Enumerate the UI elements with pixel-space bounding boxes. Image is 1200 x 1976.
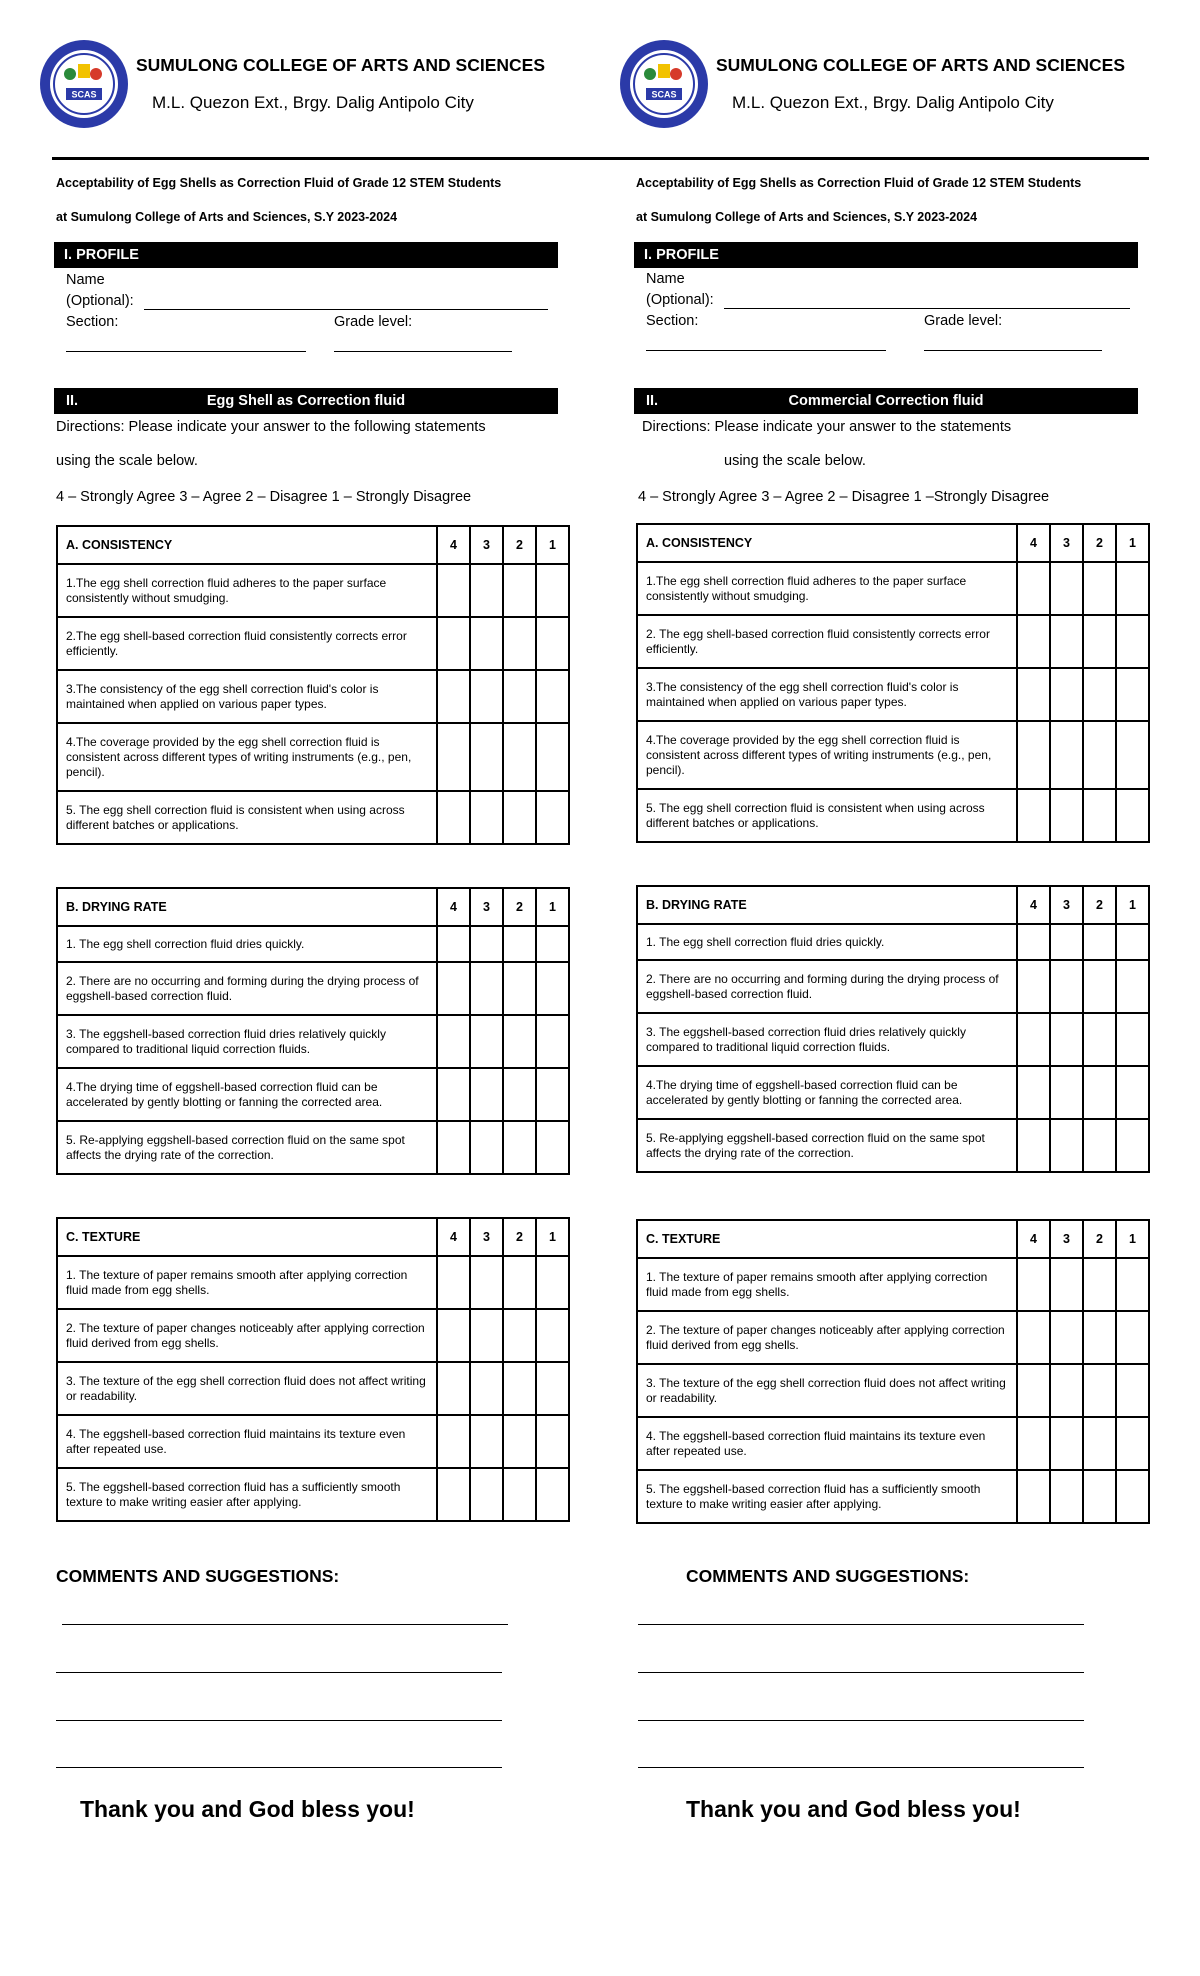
statement: 1. The egg shell correction fluid dries quickly. (57, 926, 437, 962)
rating-cell-1[interactable] (536, 564, 569, 617)
statement: 5. The eggshell-based correction fluid has a sufficiently smooth texture to make writing easier after applying. (637, 1470, 1017, 1523)
rating-cell-1[interactable] (1116, 1258, 1149, 1311)
scale-header-1: 1 (1116, 886, 1149, 924)
school-header (52, 0, 582, 130)
rating-scale: 4 – Strongly Agree 3 – Agree 2 – Disagree 1 – Strongly Disagree (56, 489, 472, 505)
grade-level-field[interactable] (334, 351, 512, 352)
name-field[interactable] (724, 308, 1130, 309)
table-row (637, 615, 1149, 668)
rating-cell-2[interactable] (503, 791, 536, 844)
rating-cell-2[interactable] (503, 1256, 536, 1309)
section-heading (634, 388, 1138, 414)
rating-cell-1[interactable] (536, 1362, 569, 1415)
comment-line[interactable] (638, 1672, 1084, 1673)
section-title: Commercial Correction fluid (788, 393, 984, 409)
table-row (57, 1256, 569, 1309)
rating-cell-4[interactable] (437, 670, 470, 723)
rating-cell-4[interactable] (437, 1362, 470, 1415)
rating-scale: 4 – Strongly Agree 3 – Agree 2 – Disagree 1 –Strongly Disagree (638, 489, 1050, 505)
statement: 4. The eggshell-based correction fluid maintains its texture even after repeated use. (637, 1417, 1017, 1470)
closing-message: Thank you and God bless you! (686, 1796, 1021, 1822)
scale-header-1: 1 (536, 1218, 569, 1256)
table-row (637, 1470, 1149, 1523)
scale-header-3: 3 (1050, 524, 1083, 562)
rating-cell-3[interactable] (470, 1415, 503, 1468)
scale-header-4: 4 (1017, 524, 1050, 562)
school-address: M.L. Quezon Ext., Brgy. Dalig Antipolo City (152, 93, 474, 112)
rating-cell-1[interactable] (536, 1468, 569, 1521)
profile-heading: I. PROFILE (634, 242, 1138, 268)
section-number: II. (66, 393, 79, 409)
rating-cell-1[interactable] (1116, 1417, 1149, 1470)
table-row (637, 924, 1149, 960)
table-row (57, 1362, 569, 1415)
rating-cell-3[interactable] (1050, 960, 1083, 1013)
school-seal-logo (38, 38, 130, 130)
rating-cell-3[interactable] (1050, 789, 1083, 842)
rating-cell-2[interactable] (503, 1015, 536, 1068)
rating-cell-4[interactable] (1017, 1258, 1050, 1311)
section-label: Section: (646, 313, 699, 329)
school-name: SUMULONG COLLEGE OF ARTS AND SCIENCES (716, 55, 1125, 75)
rating-cell-3[interactable] (1050, 562, 1083, 615)
rating-cell-1[interactable] (536, 670, 569, 723)
rating-cell-1[interactable] (536, 723, 569, 791)
rating-cell-2[interactable] (503, 926, 536, 962)
rating-cell-4[interactable] (1017, 789, 1050, 842)
rating-cell-1[interactable] (536, 1309, 569, 1362)
comments-label: COMMENTS AND SUGGESTIONS: (686, 1566, 970, 1586)
rating-cell-1[interactable] (1116, 1364, 1149, 1417)
table-row (637, 789, 1149, 842)
rating-cell-2[interactable] (503, 723, 536, 791)
school-name: SUMULONG COLLEGE OF ARTS AND SCIENCES (136, 55, 545, 75)
table-row (57, 564, 569, 617)
rating-cell-1[interactable] (536, 1068, 569, 1121)
rating-cell-3[interactable] (470, 617, 503, 670)
rating-cell-2[interactable] (1083, 789, 1116, 842)
rating-cell-3[interactable] (470, 962, 503, 1015)
scale-header-4: 4 (437, 526, 470, 564)
scale-header-2: 2 (503, 888, 536, 926)
directions-line2: using the scale below. (724, 453, 866, 469)
section-number: II. (646, 393, 659, 409)
directions-line1: Directions: Please indicate your answer to the statements (642, 419, 1012, 435)
table-row (57, 926, 569, 962)
rating-cell-1[interactable] (1116, 668, 1149, 721)
statement: 2. The texture of paper changes noticeably after applying correction fluid derived from egg shells. (637, 1311, 1017, 1364)
header-divider (52, 157, 1149, 160)
rating-cell-4[interactable] (437, 617, 470, 670)
section-field[interactable] (66, 351, 306, 352)
rating-cell-3[interactable] (1050, 1311, 1083, 1364)
statement: 1.The egg shell correction fluid adheres to the paper surface consistently without smudging. (57, 564, 437, 617)
rating-cell-1[interactable] (1116, 1119, 1149, 1172)
rating-cell-2[interactable] (503, 1415, 536, 1468)
table-row (637, 721, 1149, 789)
scale-header-3: 3 (1050, 886, 1083, 924)
rating-cell-3[interactable] (470, 791, 503, 844)
rating-cell-4[interactable] (1017, 1364, 1050, 1417)
school-header (632, 0, 1162, 130)
table-row (637, 668, 1149, 721)
table-row (637, 1013, 1149, 1066)
rating-cell-4[interactable] (437, 791, 470, 844)
rating-cell-1[interactable] (1116, 721, 1149, 789)
table-title: B. DRYING RATE (57, 888, 437, 926)
grade-level-label: Grade level: (924, 313, 1003, 329)
table-row (57, 1415, 569, 1468)
comment-line[interactable] (638, 1720, 1084, 1721)
comments-label: COMMENTS AND SUGGESTIONS: (56, 1566, 340, 1586)
statement: 4.The drying time of eggshell-based correction fluid can be accelerated by gently blotting or fanning the corrected area. (57, 1068, 437, 1121)
rating-cell-3[interactable] (1050, 1364, 1083, 1417)
rating-cell-2[interactable] (1083, 1013, 1116, 1066)
table-row (637, 1311, 1149, 1364)
rating-cell-3[interactable] (470, 1309, 503, 1362)
table-row (637, 960, 1149, 1013)
scale-header-4: 4 (437, 888, 470, 926)
rating-cell-3[interactable] (470, 926, 503, 962)
comment-line[interactable] (56, 1767, 502, 1768)
table-row (57, 1468, 569, 1521)
directions-line1: Directions: Please indicate your answer to the following statements (56, 419, 486, 435)
table-row (57, 962, 569, 1015)
statement: 3. The eggshell-based correction fluid dries relatively quickly compared to traditional liquid correction fluids. (57, 1015, 437, 1068)
statement: 1.The egg shell correction fluid adheres to the paper surface consistently without smudging. (637, 562, 1017, 615)
rating-cell-2[interactable] (1083, 924, 1116, 960)
rating-cell-1[interactable] (536, 617, 569, 670)
statement: 4.The drying time of eggshell-based correction fluid can be accelerated by gently blotting or fanning the corrected area. (637, 1066, 1017, 1119)
table-row (637, 1417, 1149, 1470)
rating-cell-2[interactable] (503, 670, 536, 723)
section-field[interactable] (646, 350, 886, 351)
rating-cell-2[interactable] (1083, 1119, 1116, 1172)
rating-cell-4[interactable] (1017, 562, 1050, 615)
comment-line[interactable] (56, 1672, 502, 1673)
rating-cell-1[interactable] (536, 962, 569, 1015)
scale-header-3: 3 (470, 526, 503, 564)
comment-line[interactable] (62, 1624, 508, 1625)
rating-cell-4[interactable] (437, 1015, 470, 1068)
name-label: Name (66, 272, 105, 288)
study-title-line2: at Sumulong College of Arts and Sciences, S.Y 2023-2024 (636, 210, 978, 224)
rating-cell-3[interactable] (1050, 1417, 1083, 1470)
statement: 3.The consistency of the egg shell correction fluid's color is maintained when applied on various paper types. (637, 668, 1017, 721)
table-row (57, 1309, 569, 1362)
statement: 3.The consistency of the egg shell correction fluid's color is maintained when applied on various paper types. (57, 670, 437, 723)
rating-cell-4[interactable] (1017, 1119, 1050, 1172)
scale-header-2: 2 (1083, 1220, 1116, 1258)
statement: 2. The texture of paper changes noticeably after applying correction fluid derived from egg shells. (57, 1309, 437, 1362)
rating-cell-2[interactable] (1083, 668, 1116, 721)
rating-cell-1[interactable] (536, 1121, 569, 1174)
rating-cell-3[interactable] (1050, 1119, 1083, 1172)
rating-cell-3[interactable] (470, 1468, 503, 1521)
rating-cell-1[interactable] (1116, 1066, 1149, 1119)
scale-header-3: 3 (1050, 1220, 1083, 1258)
rating-cell-2[interactable] (503, 1362, 536, 1415)
rating-cell-1[interactable] (536, 791, 569, 844)
statement: 5. Re-applying eggshell-based correction fluid on the same spot affects the drying rate of the correction. (57, 1121, 437, 1174)
table-title: A. CONSISTENCY (637, 524, 1017, 562)
survey-form-right (632, 0, 1162, 1822)
rating-cell-3[interactable] (470, 1015, 503, 1068)
name-label: Name (646, 271, 685, 287)
rating-cell-1[interactable] (536, 1256, 569, 1309)
rating-cell-1[interactable] (1116, 789, 1149, 842)
statement: 4.The coverage provided by the egg shell correction fluid is consistent across different types of writing instruments (e.g., pen, pencil). (57, 723, 437, 791)
rating-cell-3[interactable] (1050, 1066, 1083, 1119)
statement: 5. The eggshell-based correction fluid has a sufficiently smooth texture to make writing easier after applying. (57, 1468, 437, 1521)
rating-cell-4[interactable] (1017, 668, 1050, 721)
rating-cell-4[interactable] (437, 1309, 470, 1362)
scale-header-1: 1 (536, 526, 569, 564)
statement: 1. The egg shell correction fluid dries quickly. (637, 924, 1017, 960)
rating-cell-3[interactable] (470, 1256, 503, 1309)
rating-cell-3[interactable] (1050, 721, 1083, 789)
statement: 5. The egg shell correction fluid is consistent when using across different batches or applications. (57, 791, 437, 844)
rating-cell-4[interactable] (1017, 721, 1050, 789)
rating-cell-1[interactable] (1116, 1470, 1149, 1523)
rating-cell-4[interactable] (1017, 1013, 1050, 1066)
rating-cell-4[interactable] (437, 1068, 470, 1121)
drying-rate-table (56, 887, 570, 1175)
rating-cell-4[interactable] (1017, 615, 1050, 668)
logo-text: SCAS (651, 89, 677, 100)
rating-cell-2[interactable] (503, 1309, 536, 1362)
statement: 2.The egg shell-based correction fluid consistently corrects error efficiently. (57, 617, 437, 670)
statement: 5. The egg shell correction fluid is consistent when using across different batches or applications. (637, 789, 1017, 842)
comment-line[interactable] (638, 1624, 1084, 1625)
scale-header-2: 2 (1083, 886, 1116, 924)
rating-cell-1[interactable] (1116, 562, 1149, 615)
texture-table (636, 1219, 1150, 1524)
rating-cell-1[interactable] (536, 926, 569, 962)
rating-cell-2[interactable] (1083, 1364, 1116, 1417)
rating-cell-4[interactable] (1017, 960, 1050, 1013)
grade-level-label: Grade level: (334, 314, 413, 330)
rating-cell-2[interactable] (1083, 1258, 1116, 1311)
rating-cell-4[interactable] (1017, 1417, 1050, 1470)
statement: 5. Re-applying eggshell-based correction fluid on the same spot affects the drying rate of the correction. (637, 1119, 1017, 1172)
rating-cell-3[interactable] (470, 1121, 503, 1174)
rating-cell-2[interactable] (1083, 960, 1116, 1013)
statement: 3. The texture of the egg shell correction fluid does not affect writing or readability. (57, 1362, 437, 1415)
table-row (637, 1364, 1149, 1417)
comment-line[interactable] (56, 1720, 502, 1721)
rating-cell-2[interactable] (1083, 1417, 1116, 1470)
scale-header-1: 1 (1116, 524, 1149, 562)
table-title: C. TEXTURE (57, 1218, 437, 1256)
table-title: A. CONSISTENCY (57, 526, 437, 564)
rating-cell-2[interactable] (1083, 1470, 1116, 1523)
table-row (57, 617, 569, 670)
rating-cell-4[interactable] (1017, 1066, 1050, 1119)
scale-header-2: 2 (1083, 524, 1116, 562)
study-title-line2: at Sumulong College of Arts and Sciences, S.Y 2023-2024 (56, 210, 398, 224)
study-title-line1: Acceptability of Egg Shells as Correction Fluid of Grade 12 STEM Students (56, 176, 502, 190)
rating-cell-3[interactable] (470, 1068, 503, 1121)
rating-cell-3[interactable] (1050, 615, 1083, 668)
statement: 3. The eggshell-based correction fluid dries relatively quickly compared to traditional liquid correction fluids. (637, 1013, 1017, 1066)
table-row (57, 1068, 569, 1121)
name-field[interactable] (144, 309, 548, 310)
rating-cell-4[interactable] (437, 962, 470, 1015)
optional-label: (Optional): (66, 293, 134, 309)
rating-cell-3[interactable] (1050, 1470, 1083, 1523)
rating-cell-2[interactable] (503, 962, 536, 1015)
rating-cell-2[interactable] (1083, 1066, 1116, 1119)
section-label: Section: (66, 314, 119, 330)
table-row (57, 670, 569, 723)
rating-cell-1[interactable] (1116, 924, 1149, 960)
rating-cell-4[interactable] (437, 723, 470, 791)
rating-cell-2[interactable] (503, 1068, 536, 1121)
rating-cell-4[interactable] (437, 1468, 470, 1521)
table-row (637, 1119, 1149, 1172)
rating-cell-1[interactable] (1116, 1013, 1149, 1066)
table-row (57, 723, 569, 791)
rating-cell-1[interactable] (1116, 615, 1149, 668)
table-title: C. TEXTURE (637, 1220, 1017, 1258)
statement: 4. The eggshell-based correction fluid maintains its texture even after repeated use. (57, 1415, 437, 1468)
drying-rate-table (636, 885, 1150, 1173)
grade-level-field[interactable] (924, 350, 1102, 351)
logo-text: SCAS (71, 89, 97, 100)
texture-table (56, 1217, 570, 1522)
rating-cell-3[interactable] (470, 564, 503, 617)
rating-cell-3[interactable] (1050, 1258, 1083, 1311)
rating-cell-3[interactable] (470, 723, 503, 791)
section-heading (54, 388, 558, 414)
rating-cell-2[interactable] (1083, 562, 1116, 615)
profile-heading: I. PROFILE (54, 242, 558, 268)
statement: 1. The texture of paper remains smooth after applying correction fluid made from egg shells. (637, 1258, 1017, 1311)
table-row (57, 1121, 569, 1174)
rating-cell-4[interactable] (1017, 924, 1050, 960)
rating-cell-4[interactable] (437, 564, 470, 617)
optional-label: (Optional): (646, 292, 714, 308)
table-title: B. DRYING RATE (637, 886, 1017, 924)
survey-form-left (52, 0, 582, 1822)
scale-header-2: 2 (503, 1218, 536, 1256)
directions-line2: using the scale below. (56, 453, 198, 469)
rating-cell-4[interactable] (437, 1256, 470, 1309)
study-title-line1: Acceptability of Egg Shells as Correction Fluid of Grade 12 STEM Students (636, 176, 1082, 190)
rating-cell-4[interactable] (437, 926, 470, 962)
rating-cell-2[interactable] (503, 1468, 536, 1521)
table-row (637, 1258, 1149, 1311)
comment-line[interactable] (638, 1767, 1084, 1768)
rating-cell-2[interactable] (1083, 615, 1116, 668)
rating-cell-4[interactable] (1017, 1470, 1050, 1523)
rating-cell-1[interactable] (1116, 960, 1149, 1013)
scale-header-4: 4 (1017, 1220, 1050, 1258)
section-title: Egg Shell as Correction fluid (206, 393, 406, 409)
school-address: M.L. Quezon Ext., Brgy. Dalig Antipolo City (732, 93, 1054, 112)
rating-cell-3[interactable] (1050, 924, 1083, 960)
statement: 2. There are no occurring and forming during the drying process of eggshell-based correction fluid. (57, 962, 437, 1015)
table-row (57, 1015, 569, 1068)
table-row (637, 1066, 1149, 1119)
rating-cell-4[interactable] (437, 1415, 470, 1468)
rating-cell-3[interactable] (1050, 668, 1083, 721)
table-row (637, 562, 1149, 615)
scale-header-4: 4 (437, 1218, 470, 1256)
school-seal-logo (618, 38, 710, 130)
rating-cell-1[interactable] (1116, 1311, 1149, 1364)
statement: 4.The coverage provided by the egg shell correction fluid is consistent across different types of writing instruments (e.g., pen, pencil). (637, 721, 1017, 789)
scale-header-2: 2 (503, 526, 536, 564)
statement: 3. The texture of the egg shell correction fluid does not affect writing or readability. (637, 1364, 1017, 1417)
rating-cell-2[interactable] (503, 564, 536, 617)
scale-header-3: 3 (470, 888, 503, 926)
rating-cell-4[interactable] (1017, 1311, 1050, 1364)
scale-header-4: 4 (1017, 886, 1050, 924)
statement: 1. The texture of paper remains smooth after applying correction fluid made from egg shells. (57, 1256, 437, 1309)
rating-cell-1[interactable] (536, 1415, 569, 1468)
rating-cell-1[interactable] (536, 1015, 569, 1068)
statement: 2. There are no occurring and forming during the drying process of eggshell-based correction fluid. (637, 960, 1017, 1013)
rating-cell-2[interactable] (503, 1121, 536, 1174)
statement: 2. The egg shell-based correction fluid consistently corrects error efficiently. (637, 615, 1017, 668)
scale-header-3: 3 (470, 1218, 503, 1256)
table-row (57, 791, 569, 844)
rating-cell-3[interactable] (470, 1362, 503, 1415)
consistency-table (636, 523, 1150, 843)
rating-cell-3[interactable] (1050, 1013, 1083, 1066)
closing-message: Thank you and God bless you! (80, 1796, 415, 1822)
scale-header-1: 1 (1116, 1220, 1149, 1258)
rating-cell-2[interactable] (1083, 1311, 1116, 1364)
rating-cell-2[interactable] (503, 617, 536, 670)
consistency-table (56, 525, 570, 845)
rating-cell-2[interactable] (1083, 721, 1116, 789)
rating-cell-3[interactable] (470, 670, 503, 723)
scale-header-1: 1 (536, 888, 569, 926)
rating-cell-4[interactable] (437, 1121, 470, 1174)
